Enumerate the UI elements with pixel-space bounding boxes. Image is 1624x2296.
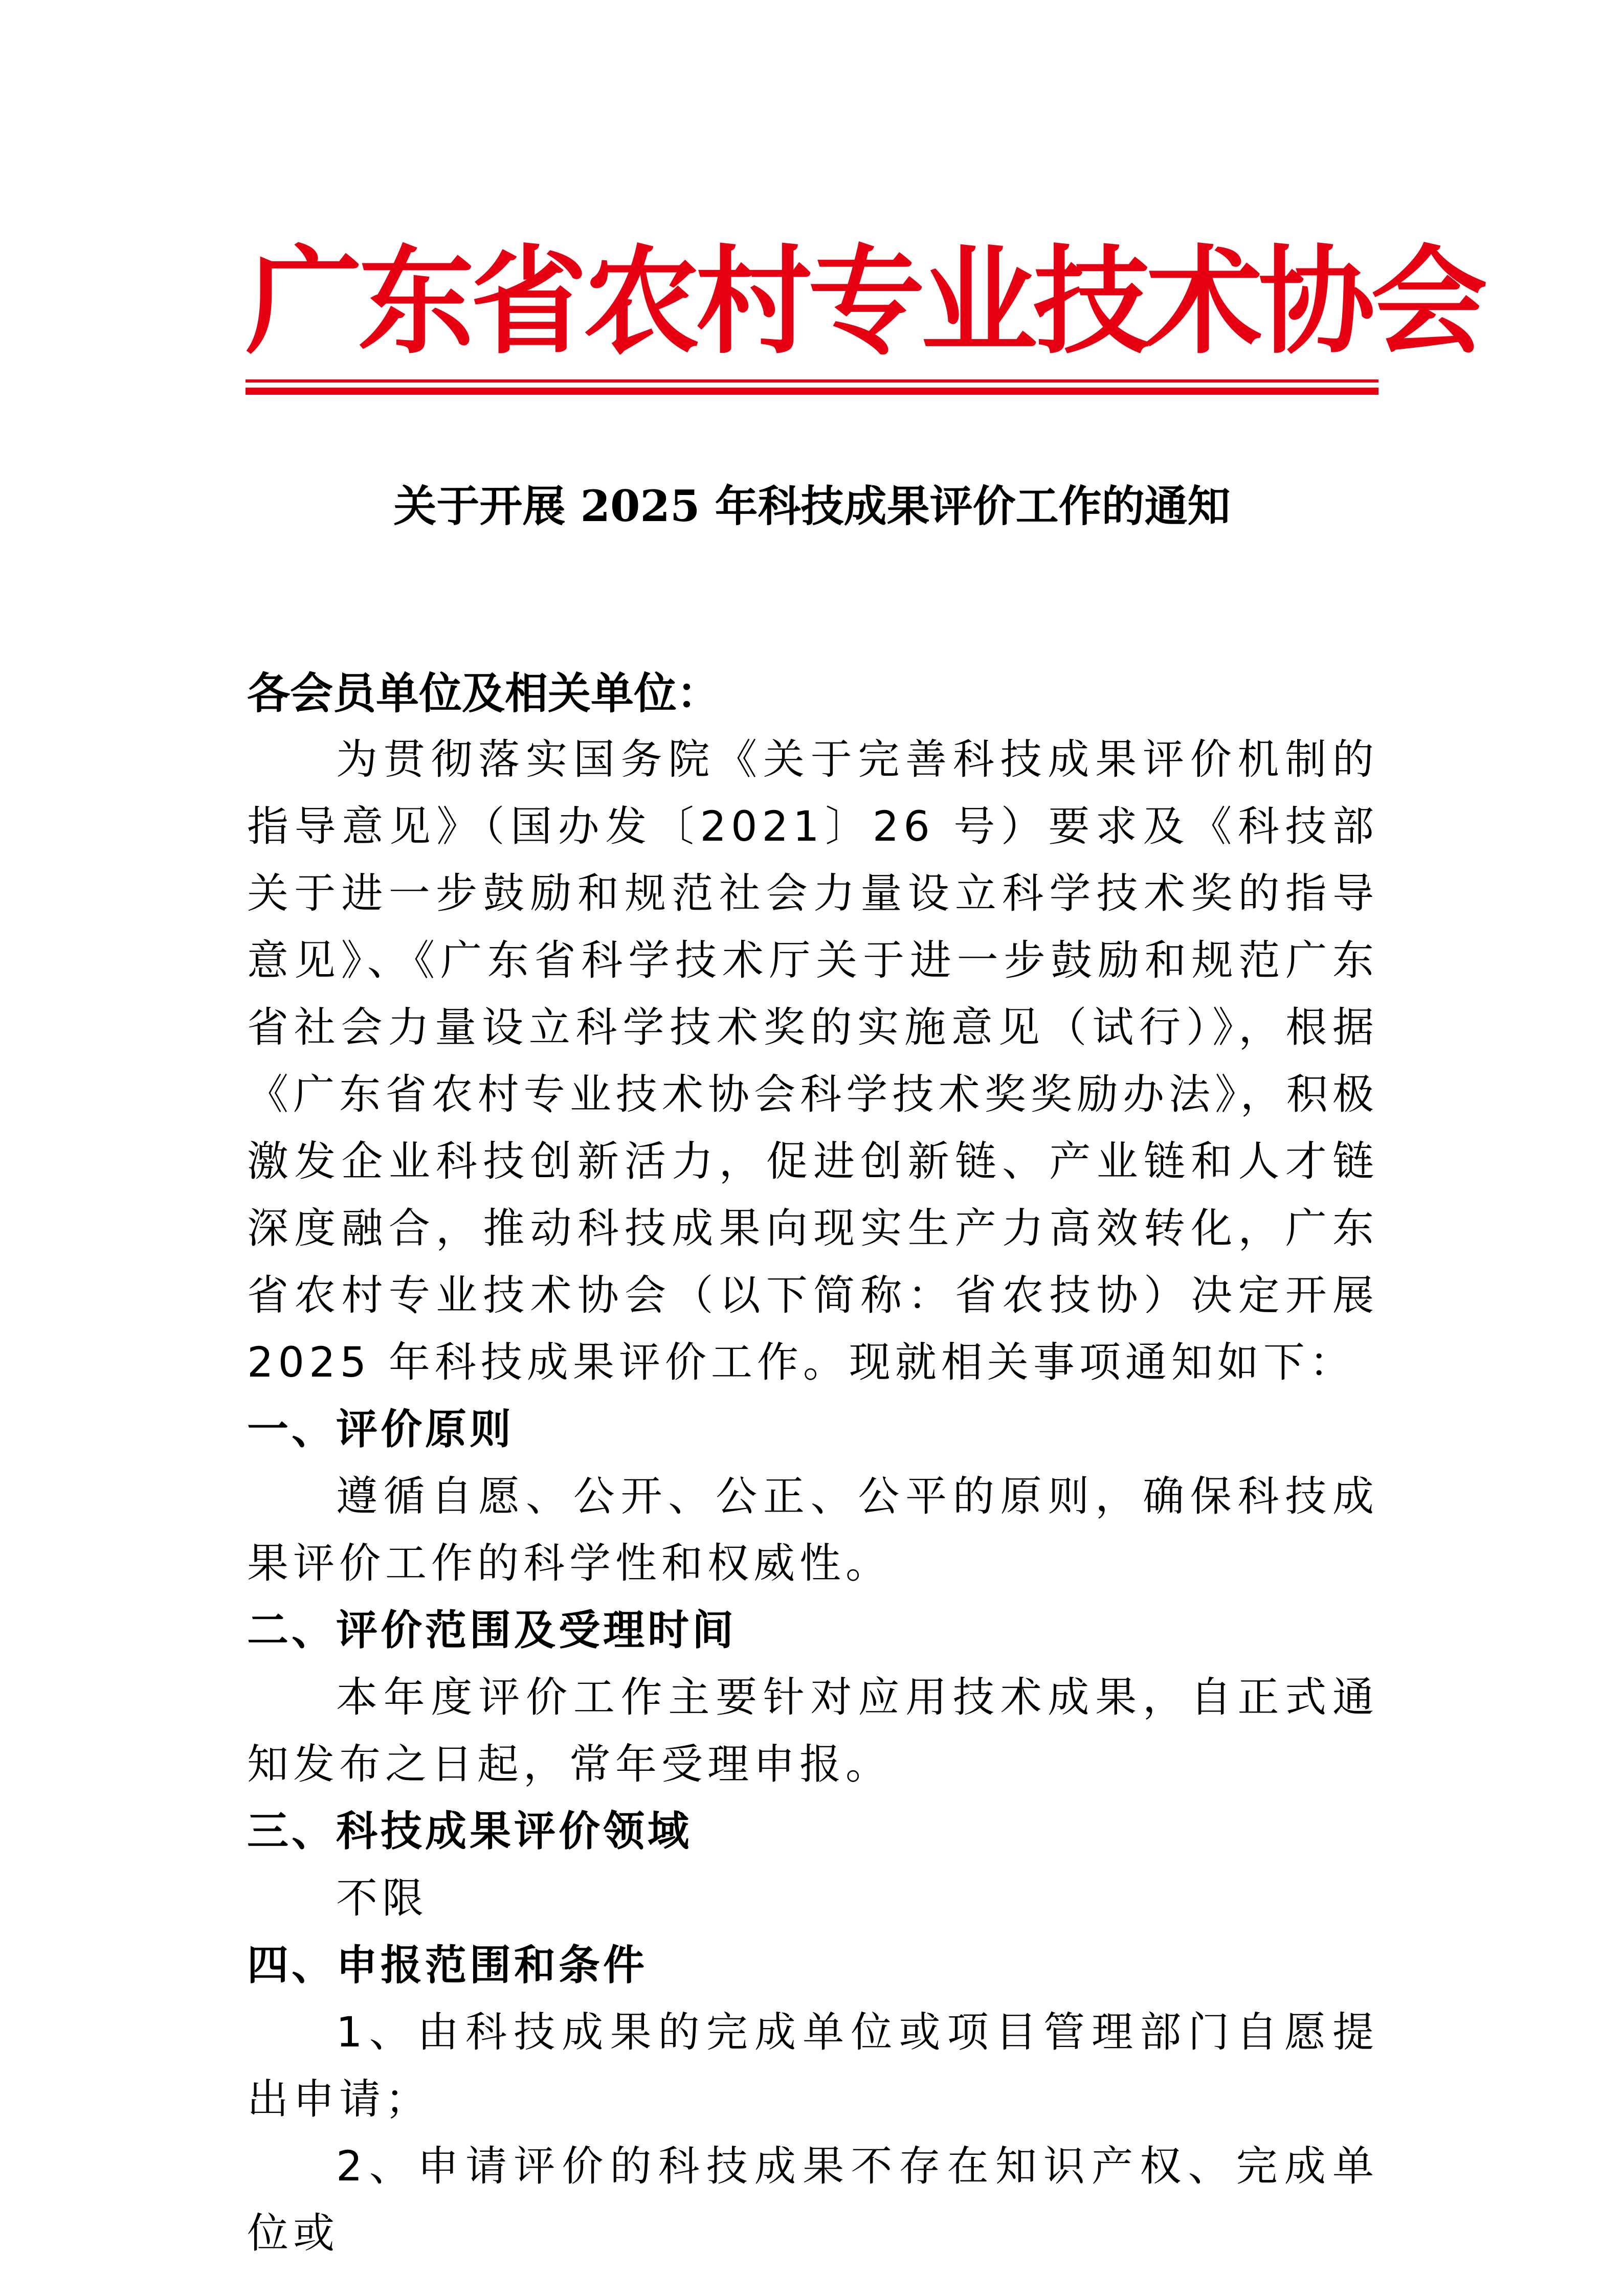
organization-title: 广东省农村专业技术协会 [246, 234, 1483, 370]
section-paragraph: 不限 [336, 1875, 429, 1923]
section-paragraph: 2、申请评价的科技成果不存在知识产权、完成单位或 [247, 2143, 1378, 2258]
header-rule-thick [246, 388, 1378, 395]
section-heading-conditions: 四、申报范围和条件 [247, 1942, 648, 1990]
section-heading-principles: 一、评价原则 [247, 1406, 515, 1454]
notice-body [247, 660, 1378, 2267]
section-paragraph: 遵循自愿、公开、公正、公平的原则，确保科技成果评价工作的科学性和权威性。 [247, 1473, 1378, 1588]
section-heading-scope-time: 二、评价范围及受理时间 [247, 1607, 737, 1655]
notice-title: 关于开展 2025 年科技成果评价工作的通知 [393, 481, 1231, 531]
intro-paragraph: 为贯彻落实国务院《关于完善科技成果评价机制的指导意见》（国办发〔2021〕26 号）要求及《科技部关于进一步鼓励和规范社会力量设立科学技术奖的指导意见》、《广东省科学技术厅关于进一步鼓励和规范广东省社会力量设立科学技术奖的实施意见（试行）》，根据《广东省农村专业技术协会科学技术奖奖励办法》，积极激发企业科技创新活力，促进创新链、产业链和人才链深度融合，推动科技成果向现实生产力高效转化，广东省农村专业技术协会（以下简称：省农技协）决定开展 2025 年科技成果评价工作。现就相关事项通知如下： [247, 736, 1378, 1387]
section-heading-fields: 三、科技成果评价领域 [247, 1808, 693, 1856]
section-paragraph: 本年度评价工作主要针对应用技术成果，自正式通知发布之日起，常年受理申报。 [247, 1674, 1378, 1789]
header-rule-thin [246, 379, 1378, 382]
salutation: 各会员单位及相关单位： [247, 668, 720, 718]
section-paragraph: 1、由科技成果的完成单位或项目管理部门自愿提出申请； [247, 2009, 1378, 2124]
